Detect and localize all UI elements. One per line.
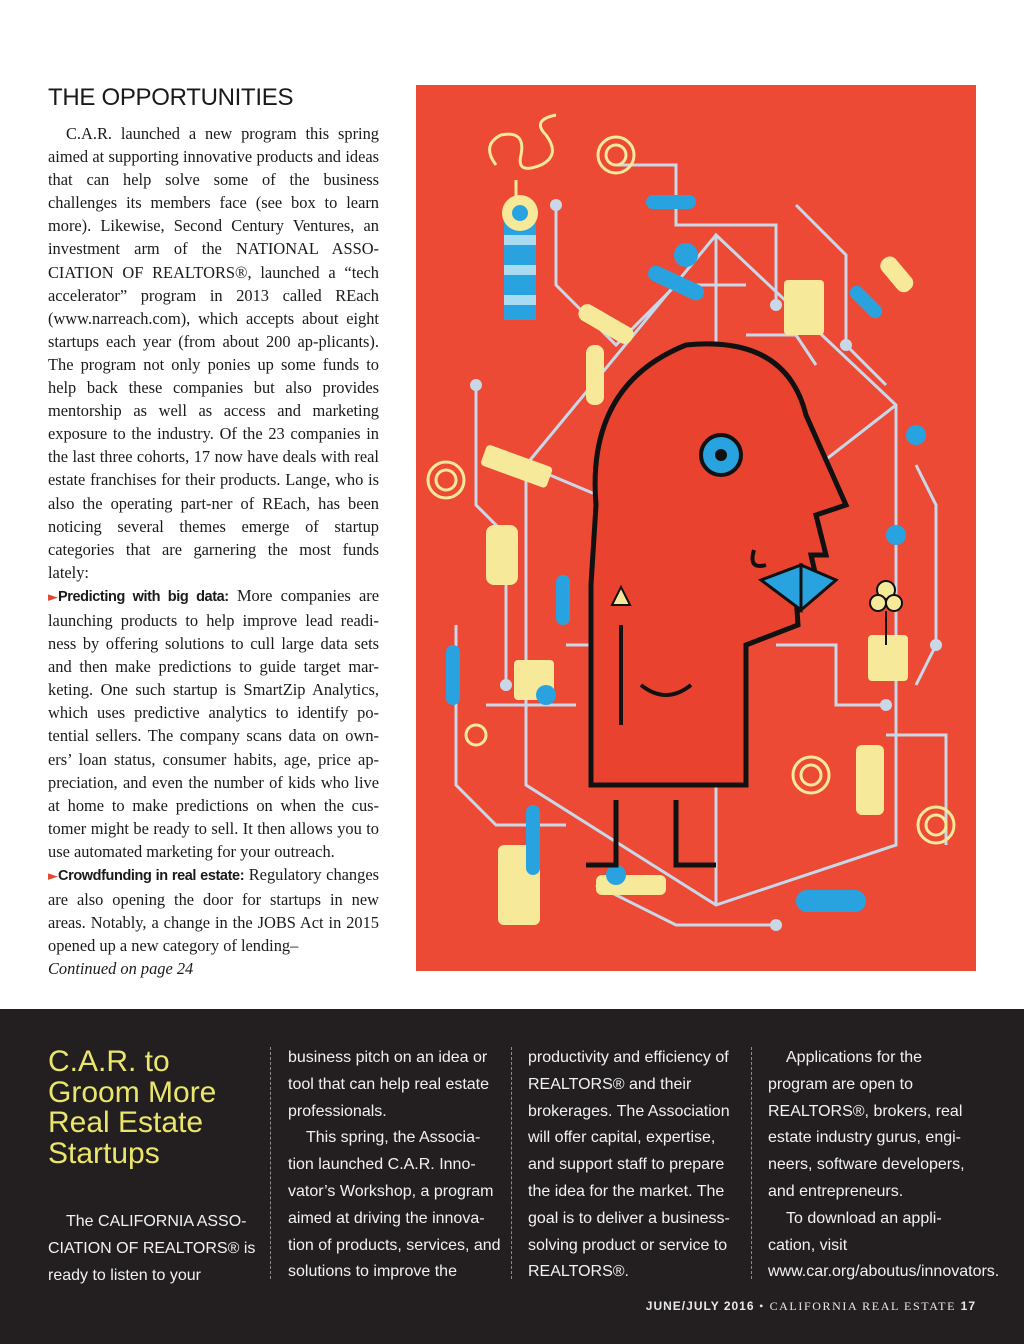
illustration-graphic: [416, 85, 976, 971]
sidebar-divider: [511, 1047, 512, 1279]
section-heading: THE OPPORTUNITIES: [48, 84, 294, 111]
bullet-text: Regulatory changes are also opening the door for startups in new areas. Notably, a change in the JOBS Act in 2015 opened up a new category of lending–: [48, 865, 379, 956]
footer-issue: JUNE/JULY 2016: [645, 1299, 755, 1313]
article-body: [48, 122, 379, 980]
sidebar-col-3-text: productivity and efficiency of REALTORS® and their brokerages. The Association will offer capital, expertise, and support staff to prepare the idea for the market. The goal is to deliver a business-solving product or service to REALTORS®.: [528, 1049, 730, 1281]
page-footer: [646, 1299, 976, 1314]
sidebar-divider: [270, 1047, 271, 1279]
bullet-lead-in: Crowdfunding in real estate:: [58, 868, 245, 884]
sidebar-col-2-text-2: This spring, the Associa-tion launched C.A.R. Inno-vator’s Workshop, a program aimed at driving the innova-tion of products, services, and solutions to improve the: [288, 1129, 501, 1281]
footer-page-number: 17: [960, 1299, 976, 1313]
bullet-arrow-icon: ►: [48, 589, 58, 605]
sidebar-col-4: [768, 1045, 1000, 1286]
sidebar-col-4-text-2: To download an appli-cation, visit www.car.org/aboutus/innovators.: [768, 1209, 1000, 1281]
footer-magazine: CALIFORNIA REAL ESTATE: [769, 1299, 957, 1313]
sidebar-col-4-text-1: Applications for the program are open to REALTORS®, brokers, real estate industry gurus, engi-neers, software developers, and entrepreneurs.: [768, 1049, 965, 1200]
sidebar-col-1-text: The CALIFORNIA ASSO-CIATION OF REALTORS® is ready to listen to your: [48, 1213, 256, 1284]
bullet-crowdfunding: [48, 863, 379, 957]
bullet-lead-in: Predicting with big data:: [58, 588, 229, 605]
bullet-big-data: [48, 584, 379, 863]
footer-separator: •: [759, 1299, 765, 1313]
continued-line: Continued on page 24: [48, 959, 194, 979]
sidebar-col-1: [48, 1209, 262, 1289]
sidebar-col-3: [528, 1045, 742, 1286]
chimney-icon: [502, 195, 538, 320]
sidebar-col-2: [288, 1045, 502, 1286]
car-sidebar-box: [0, 1009, 1024, 1344]
house-circuit-illustration: [416, 85, 976, 971]
article-intro-paragraph: C.A.R. launched a new program this spring aimed at supporting innovative products and ideas that can help solve some of the business challenges its members face (see box to learn more). Likewise, Second Century Ventures, an investment arm of the NATIONAL ASSO-CIATION OF REALTORS®, launched a “tech accelerator” program in 2013 called REach (www.narreach.com), which accepts about eight startups each year (from about 200 ap-plicants). The program not only ponies up some funds to help back these companies but also provides mentorship as well as access and marketing exposure to the industry. Of the 23 companies in the last three cohorts, 17 now have deals with real estate franchises for their products. Lange, who is also the operating part-ner of REach, has been noticing several themes emerge of startup categories that are garnering the most funds lately:: [48, 124, 379, 582]
sidebar-col-2-text-1: business pitch on an idea or tool that can help real estate professionals.: [288, 1049, 490, 1120]
sidebar-title: C.A.R. to Groom More Real Estate Startups: [48, 1045, 217, 1170]
bullet-text: More companies are launching products to help improve lead readi-ness by offering solutions to cull large data sets and then make predictions to guide target mar-keting. One such startup is SmartZip Analytics, which uses predictive analytics to identify po-tential sellers. The company scans data on own-ers’ loan status, consumer habits, age, price ap-preciation, and even the number of kids who live at home to make predictions on when the cus-tomer might be ready to sell. It then allows you to use automated marketing for your outreach.: [48, 585, 379, 861]
sidebar-divider: [751, 1047, 752, 1279]
bullet-arrow-icon: ►: [48, 869, 58, 884]
